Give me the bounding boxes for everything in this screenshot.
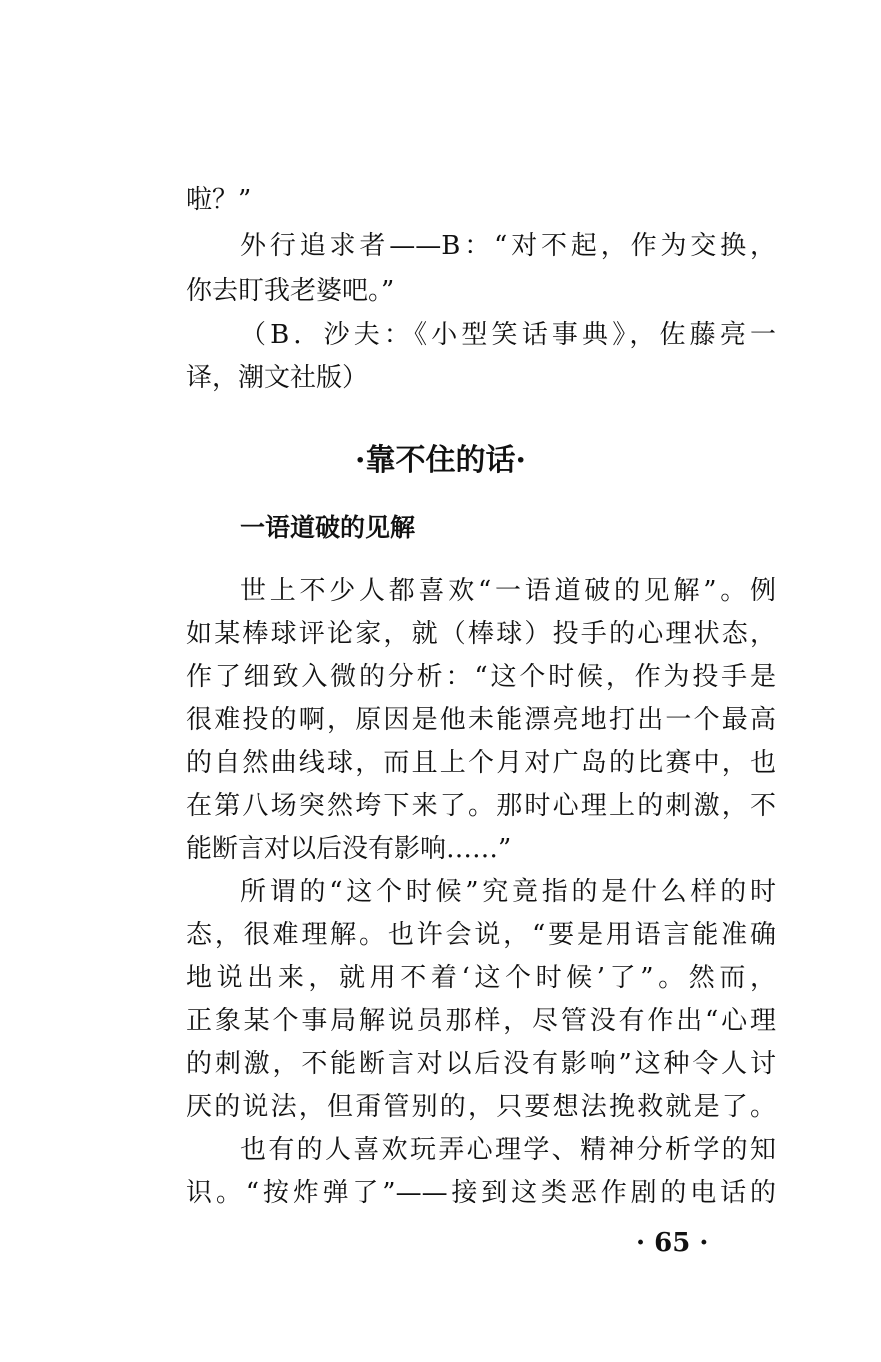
body-line: 的自然曲线球，而且上个月对广岛的比赛中，也 bbox=[186, 748, 776, 778]
intro-line: 外行追求者——B：“对不起，作为交换， bbox=[240, 231, 776, 261]
body-line: 世上不少人都喜欢“一语道破的见解”。例 bbox=[240, 576, 776, 606]
body-line: 正象某个事局解说员那样，尽管没有作出“心理 bbox=[186, 1006, 776, 1036]
body-line: 识。“按炸弹了”——接到这类恶作剧的电话的 bbox=[186, 1178, 776, 1208]
body-line: 作了细致入微的分析：“这个时候，作为投手是 bbox=[186, 662, 776, 692]
intro-line: 啦？” bbox=[186, 185, 252, 215]
body-line: 在第八场突然垮下来了。那时心理上的刺激，不 bbox=[186, 791, 776, 821]
sub-heading: 一语道破的见解 bbox=[240, 513, 416, 542]
section-title: ·靠不住的话· bbox=[355, 443, 526, 478]
intro-line: 你去盯我老婆吧。” bbox=[186, 276, 395, 306]
body-line: 厌的说法，但甭管别的，只要想法挽救就是了。 bbox=[186, 1092, 776, 1122]
body-line: 地说出来，就用不着‘这个时候’了”。然而， bbox=[186, 963, 776, 993]
body-line: 很难投的啊，原因是他未能漂亮地打出一个最高 bbox=[186, 705, 776, 735]
body-line: 如某棒球评论家，就（棒球）投手的心理状态， bbox=[186, 619, 776, 649]
page-number: · 65 · bbox=[636, 1228, 709, 1258]
citation-line: （B．沙夫：《小型笑话事典》，佐藤亮一 bbox=[240, 320, 776, 350]
body-line: 态，很难理解。也许会说，“要是用语言能准确 bbox=[186, 920, 776, 950]
citation-line: 译，潮文社版） bbox=[186, 363, 369, 393]
body-line: 所谓的“这个时候”究竟指的是什么样的时 bbox=[240, 877, 776, 907]
body-line: 的刺激，不能断言对以后没有影响”这种令人讨 bbox=[186, 1049, 776, 1079]
body-line: 也有的人喜欢玩弄心理学、精神分析学的知 bbox=[240, 1135, 776, 1165]
body-line: 能断言对以后没有影响……” bbox=[186, 834, 512, 864]
